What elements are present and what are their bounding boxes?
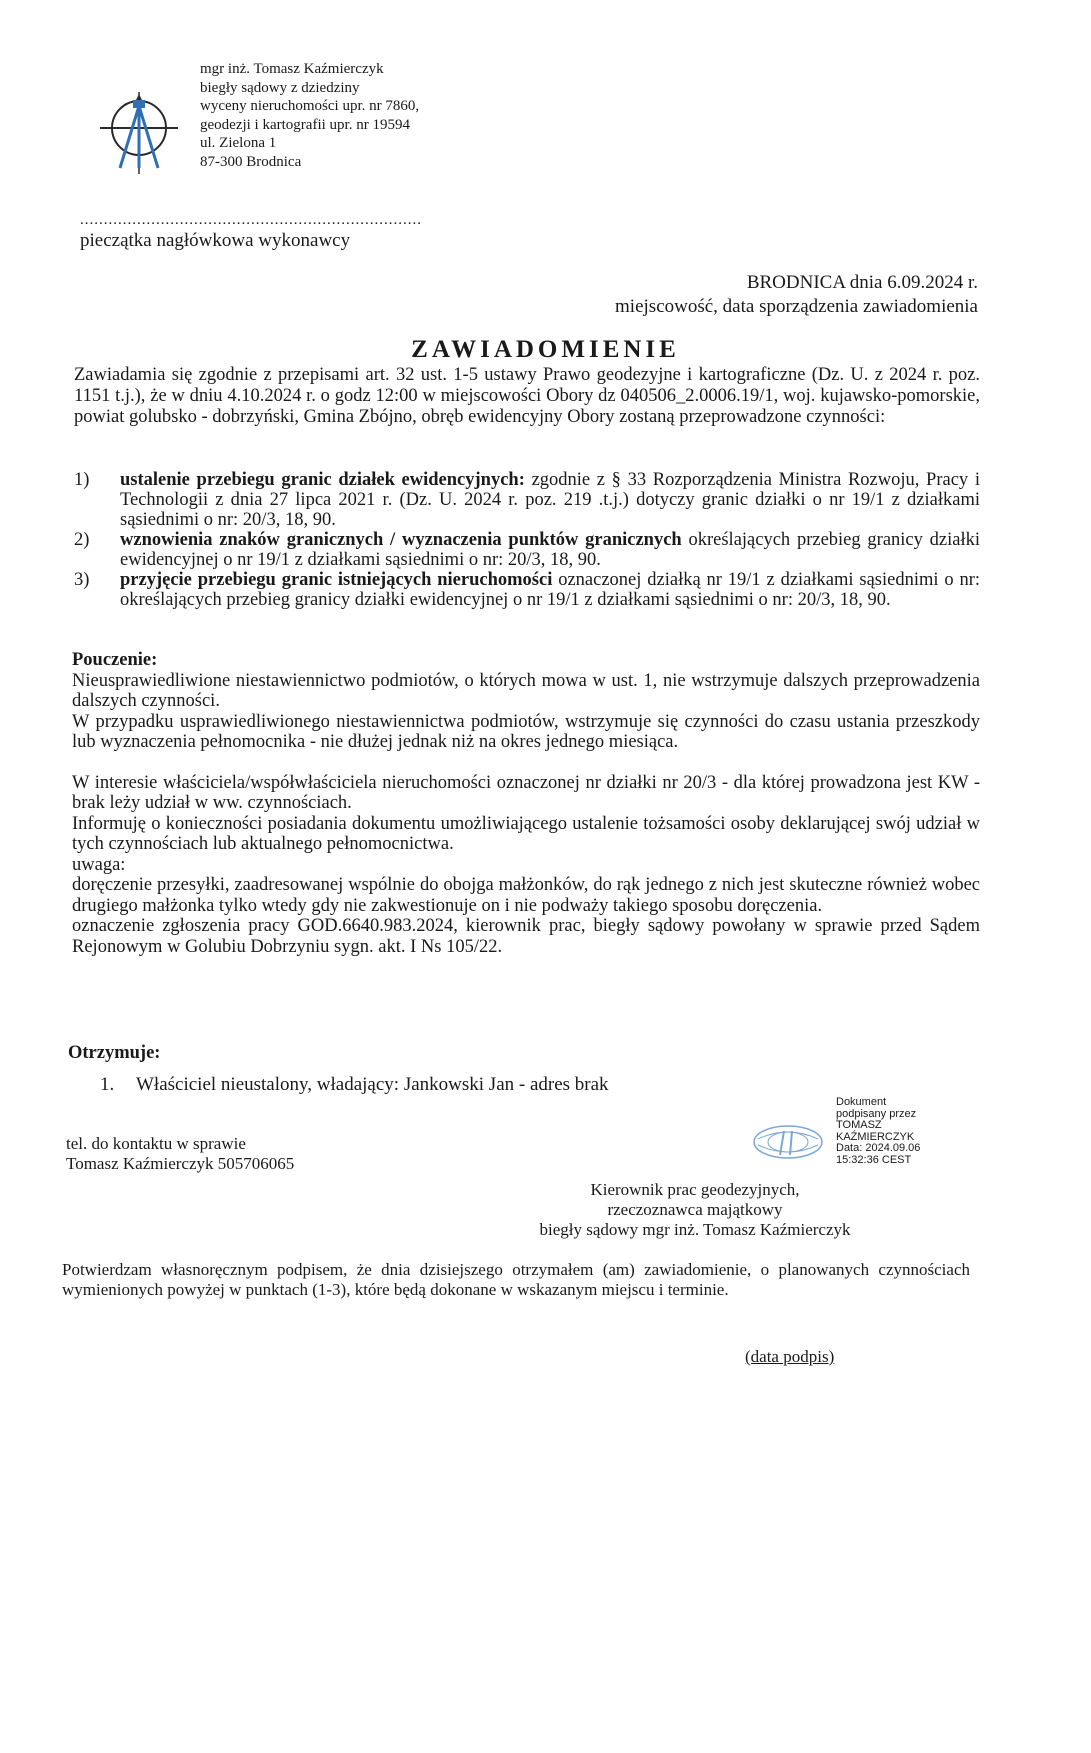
list-item (100, 1074, 609, 1096)
note-paragraph: oznaczenie zgłoszenia pracy GOD.6640.983.2024, kierownik prac, biegły sądowy powołany w sprawie przed Sądem Rejonowym w Golubiu Dobrzyniu sygn. akt. I Ns 105/22. (72, 916, 980, 957)
signer-line: biegły sądowy mgr inż. Tomasz Kaźmierczyk (539, 1220, 851, 1239)
pouczenie-paragraph: W przypadku usprawiedliwionego niestawiennictwa podmiotów, wstrzymuje się czynności do czasu ustania przeszkody lub wyznaczenia pełnomocnika - nie dłużej jednak niż na okres jednego miesiąca. (72, 711, 980, 752)
esig-line: Dokument (836, 1096, 887, 1108)
note-paragraph: Informuję o konieczności posiadania dokumentu umożliwiającego ustalenie tożsamości osoby deklarującej swój udział w tych czynnościach lub aktualnego pełnomocnictwa. (72, 813, 980, 854)
recipient-number: 1. (100, 1074, 115, 1095)
contact-info (66, 1134, 294, 1174)
surveyor-logo-icon (100, 88, 178, 178)
item-heading: przyjęcie przebiegu granic istniejących nieruchomości (120, 570, 553, 590)
item-heading: wznowienia znaków granicznych / wyznaczenia punktów granicznych (120, 530, 682, 550)
header-line: mgr inż. Tomasz Kaźmierczyk (200, 61, 384, 77)
item-heading: ustalenie przebiegu granic działek ewidencyjnych: (120, 470, 525, 490)
confirmation-paragraph: Potwierdzam własnoręcznym podpisem, że dnia dzisiejszego otrzymałem (am) zawiadomienie, o planowanych czynnościach wymienionych powyżej w punktach (1-3), które będą dokonane w wskazanym miejscu i terminie. (62, 1260, 970, 1299)
stamp-label: pieczątka nagłówkowa wykonawcy (80, 230, 351, 251)
pouczenie-paragraph: Nieusprawiedliwione niestawiennictwo podmiotów, o których mowa w ust. 1, nie wstrzymuje dalszych przeprowadzenia dalszych czynności. (72, 670, 980, 711)
header-line: wyceny nieruchomości upr. nr 7860, (200, 98, 420, 114)
signer-line: rzeczoznawca majątkowy (607, 1200, 783, 1219)
item-number: 2) (74, 530, 90, 550)
recipients-heading: Otrzymuje: (68, 1043, 161, 1063)
item-number: 1) (74, 470, 90, 490)
pouczenie-heading: Pouczenie: (72, 650, 158, 670)
date-signature-field: (data podpis) (745, 1347, 835, 1366)
list-item (74, 470, 980, 530)
esig-line: Data: 2024.09.06 (836, 1142, 921, 1154)
item-number: 3) (74, 570, 90, 590)
header-line: ul. Zielona 1 (200, 135, 277, 151)
list-item (74, 570, 980, 610)
contact-line: tel. do kontaktu w sprawie (66, 1134, 246, 1153)
contractor-header (200, 60, 419, 171)
place-date-label: miejscowość, data sporządzenia zawiadomienia (615, 296, 978, 317)
note-paragraph: W interesie właściciela/współwłaściciela nieruchomości oznaczonej nr działki nr 20/3 - dla której prowadzona jest KW - brak leży udział w ww. czynnościach. (72, 772, 980, 813)
esig-line: podpisany przez (836, 1107, 917, 1120)
activities-list (74, 470, 980, 610)
list-item (74, 530, 980, 570)
note-paragraph: doręczenie przesyłki, zaadresowanej wspólnie do obojga małżonków, do rąk jednego z nich jest skuteczne również wobec drugiego małżonka tylko wtedy gdy nie zakwestionuje on i nie podważy takiego sposobu doręczenia. (72, 875, 980, 916)
esig-line: TOMASZ (836, 1119, 882, 1131)
signer-block (530, 1180, 860, 1240)
header-line: biegły sądowy z dziedziny (200, 79, 360, 96)
document-title: ZAWIADOMIENIE (411, 336, 680, 363)
uwaga-label: uwaga: (72, 854, 126, 875)
esig-line: KAŹMIERCZYK (836, 1130, 915, 1143)
item-text: zgodnie z § 33 Rozporządzenia Ministra Rozwoju, Pracy i Technologii z dnia 27 lipca 2021 r. (Dz. U. 2024 r. poz. 219 .t.j.) dotyczy granic działki o nr 19/1 z działkami sąsiednimi o nr: 20/3, 18, 90. (120, 470, 980, 530)
esig-line: 15:32:36 CEST (836, 1153, 912, 1166)
notice-body (72, 650, 980, 957)
item-text: określających przebieg granicy działki ewidencyjnej o nr 19/1 z działkami sąsiednimi o nr: 20/3, 18, 90. (120, 530, 980, 570)
header-line: geodezji i kartografii upr. nr 19594 (200, 116, 410, 133)
signer-line: Kierownik prac geodezyjnych, (590, 1180, 800, 1199)
header-line: 87-300 Brodnica (200, 153, 302, 170)
digital-signature-stamp-icon (750, 1117, 826, 1167)
intro-paragraph: Zawiadamia się zgodnie z przepisami art. 32 ust. 1-5 ustawy Prawo geodezyjne i kartograficzne (Dz. U. z 2024 r. poz. 1151 t.j.), że w dniu 4.10.2024 r. o godz 12:00 w miejscowości Obory dz 040506_2.0006.19/1, woj. kujawsko-pomorskie, powiat golubsko - dobrzyński, Gmina Zbójno, obręb ewidencyjny Obory zostaną przeprowadzone czynności: (74, 365, 980, 427)
digital-signature-info (836, 1097, 920, 1166)
stamp-dotted-line: ........................................................................ (80, 212, 422, 228)
recipient-text: Właściciel nieustalony, władający: Jankowski Jan - adres brak (136, 1074, 609, 1095)
contact-line: Tomasz Kaźmierczyk 505706065 (66, 1154, 295, 1173)
item-text: oznaczonej działką nr 19/1 z działkami sąsiednimi o nr: określających przebieg granicy działki ewidencyjnej o nr 19/1 z działkami sąsiednimi o nr: 20/3, 18, 90. (120, 570, 980, 610)
place-date: BRODNICA dnia 6.09.2024 r. (746, 272, 978, 293)
